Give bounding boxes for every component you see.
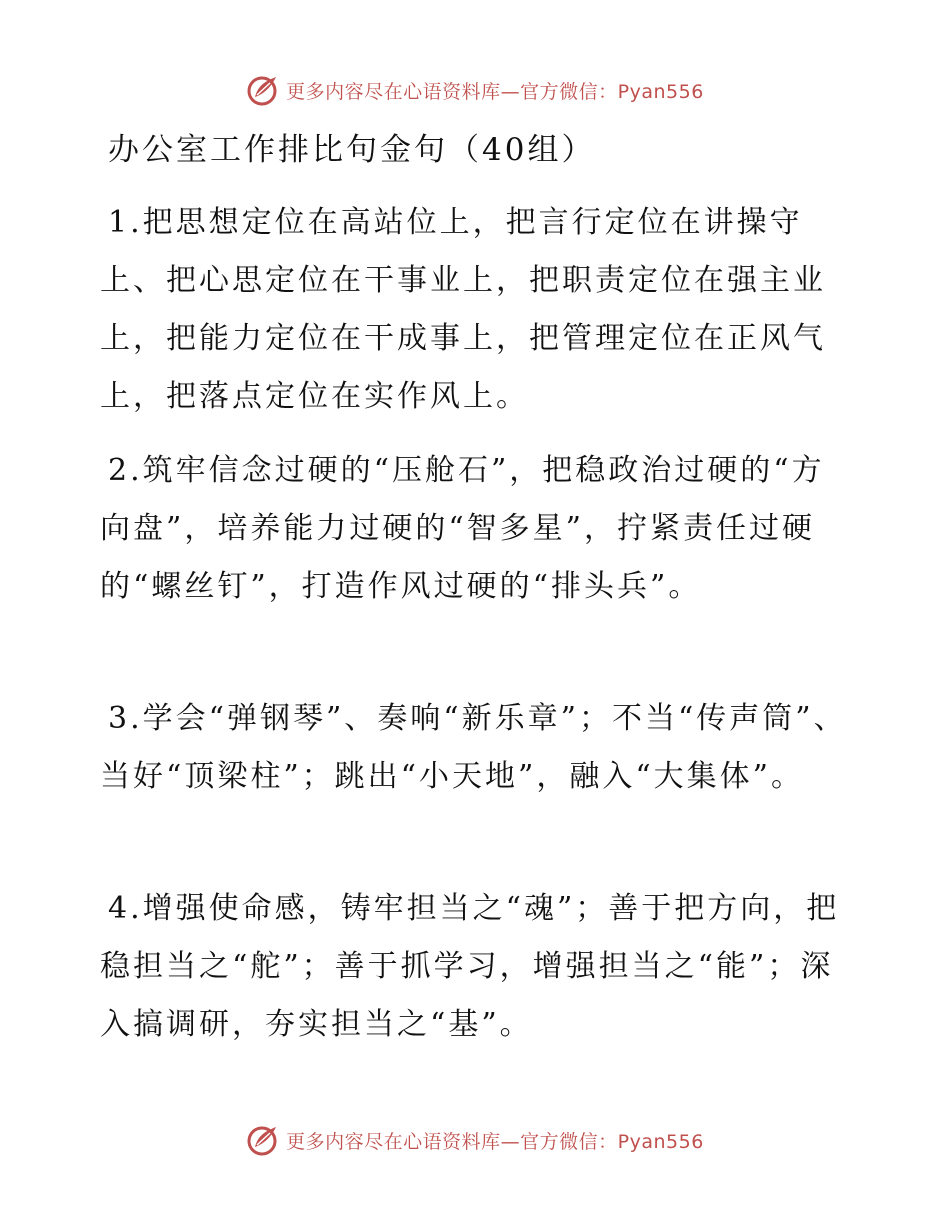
paragraph-1: 1.把思想定位在高站位上，把言行定位在讲操守上、把心思定位在干事业上，把职责定位在强主业上，把能力定位在干成事上，把管理定位在正风气上，把落点定位在实作风上。 bbox=[100, 205, 826, 414]
watermark-text: 更多内容尽在心语资料库—官方微信：Pyan556 bbox=[286, 80, 704, 103]
red-leaf-logo-icon bbox=[246, 73, 280, 107]
paragraph-2: 2.筑牢信念过硬的“压舱石”，把稳政治过硬的“方向盘”，培养能力过硬的“智多星”，拧紧责任过硬的“螺丝钉”，打造作风过硬的“排头兵”。 bbox=[100, 453, 825, 604]
document-title: 办公室工作排比句金句（40组） bbox=[108, 132, 596, 168]
paragraph-3: 3.学会“弹钢琴”、奏响“新乐章”；不当“传声筒”、当好“顶梁柱”；跳出“小天地”，融入“大集体”。 bbox=[100, 701, 847, 794]
header-watermark bbox=[0, 70, 950, 110]
red-leaf-logo-icon bbox=[246, 1123, 280, 1157]
paragraph-4: 4.增强使命感，铸牢担当之“魂”；善于把方向，把稳担当之“舵”；善于抓学习，增强担当之“能”；深入搞调研，夯实担当之“基”。 bbox=[100, 891, 840, 1042]
watermark-text: 更多内容尽在心语资料库—官方微信：Pyan556 bbox=[286, 1130, 704, 1153]
footer-watermark bbox=[0, 1120, 950, 1160]
